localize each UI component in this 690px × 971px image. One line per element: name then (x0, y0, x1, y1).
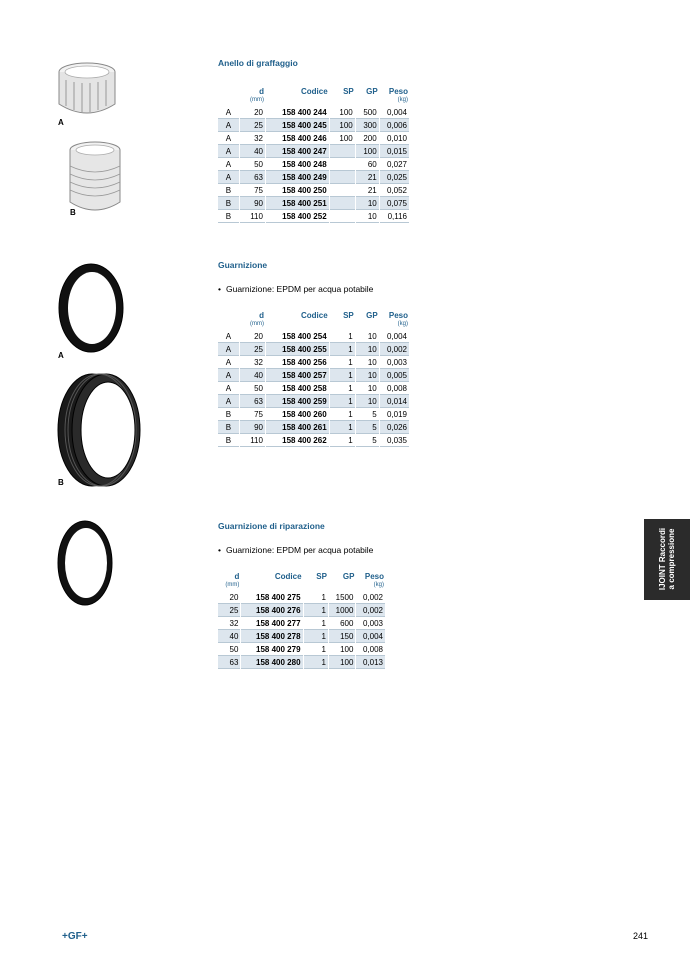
col-header-type (218, 308, 239, 320)
cell-weight: 0,013 (356, 656, 385, 669)
cell-code: 158 400 245 (266, 119, 329, 132)
seal-b-image (54, 370, 144, 490)
cell-sp: 1 (330, 421, 355, 434)
cell-type: A (218, 158, 239, 171)
cell-type: A (218, 343, 239, 356)
cell-sp: 1 (330, 330, 355, 343)
cell-sp: 1 (330, 382, 355, 395)
cell-sp: 100 (330, 106, 355, 119)
cell-gp: 60 (356, 158, 379, 171)
cell-gp: 10 (356, 343, 379, 356)
table-row (218, 197, 409, 210)
table-row (218, 184, 409, 197)
col-header-weight: Peso (364, 572, 384, 581)
cell-code: 158 400 247 (266, 145, 329, 158)
cell-gp: 500 (356, 106, 379, 119)
cell-code: 158 400 251 (266, 197, 329, 210)
cell-gp: 10 (356, 330, 379, 343)
table-row (218, 330, 409, 343)
table-row (218, 630, 385, 643)
cell-sp: 1 (330, 343, 355, 356)
cell-weight: 0,008 (380, 382, 409, 395)
cell-d: 75 (240, 184, 265, 197)
cell-gp: 150 (329, 630, 355, 643)
cell-gp: 600 (329, 617, 355, 630)
cell-gp: 10 (356, 356, 379, 369)
cell-type: A (218, 395, 239, 408)
unit-gp (356, 320, 379, 330)
cell-weight: 0,116 (380, 210, 409, 223)
unit-gp (329, 581, 355, 591)
gf-logo: +GF+ (62, 931, 88, 942)
cell-sp: 1 (330, 356, 355, 369)
table-row (218, 145, 409, 158)
cell-gp: 100 (329, 656, 355, 669)
cell-sp: 100 (330, 119, 355, 132)
cell-type: A (218, 171, 239, 184)
cell-weight: 0,015 (380, 145, 409, 158)
cell-type: B (218, 408, 239, 421)
cell-sp: 1 (330, 408, 355, 421)
cell-gp: 100 (329, 643, 355, 656)
cell-d: 32 (240, 132, 265, 145)
figure-label-b: B (70, 208, 76, 217)
cell-sp: 100 (330, 132, 355, 145)
units-row (218, 96, 409, 106)
unit-type (218, 320, 239, 330)
cell-sp: 1 (304, 591, 328, 604)
cell-code: 158 400 252 (266, 210, 329, 223)
cell-weight: 0,035 (380, 434, 409, 447)
col-header-gp: GP (366, 87, 378, 96)
cell-type: B (218, 421, 239, 434)
cell-weight: 0,026 (380, 421, 409, 434)
cell-weight: 0,027 (380, 158, 409, 171)
bullet-repair-seal-material (218, 545, 373, 555)
cell-gp: 10 (356, 382, 379, 395)
cell-weight: 0,014 (380, 395, 409, 408)
table-header-row (218, 308, 409, 320)
cell-type: B (218, 197, 239, 210)
cell-d: 90 (240, 421, 265, 434)
repair-seal-image (55, 518, 115, 608)
cell-gp: 1000 (329, 604, 355, 617)
col-header-sp: SP (343, 311, 354, 320)
cell-sp (330, 184, 355, 197)
cell-code: 158 400 244 (266, 106, 329, 119)
col-header-type (218, 84, 239, 96)
cell-code: 158 400 256 (266, 356, 329, 369)
cell-sp (330, 197, 355, 210)
chapter-side-tab-text (658, 528, 676, 590)
cell-code: 158 400 250 (266, 184, 329, 197)
cell-d: 25 (240, 343, 265, 356)
unit-code (266, 320, 329, 330)
cell-type: B (218, 184, 239, 197)
section-title-seal: Guarnizione (218, 260, 268, 270)
cell-code: 158 400 249 (266, 171, 329, 184)
cell-code: 158 400 248 (266, 158, 329, 171)
table-row (218, 434, 409, 447)
table-row (218, 356, 409, 369)
chapter-side-tab (644, 519, 690, 600)
cell-code: 158 400 255 (266, 343, 329, 356)
cell-sp (330, 145, 355, 158)
cell-weight: 0,006 (380, 119, 409, 132)
cell-type: A (218, 132, 239, 145)
unit-weight: (kg) (397, 97, 408, 103)
cell-gp: 10 (356, 210, 379, 223)
cell-type: A (218, 382, 239, 395)
cell-weight: 0,004 (380, 330, 409, 343)
clamping-ring-b-image (64, 138, 126, 216)
table-row (218, 656, 385, 669)
cell-weight: 0,010 (380, 132, 409, 145)
cell-d: 50 (218, 643, 240, 656)
cell-code: 158 400 258 (266, 382, 329, 395)
cell-weight: 0,003 (380, 356, 409, 369)
cell-d: 50 (240, 382, 265, 395)
cell-sp (330, 158, 355, 171)
bullet-seal-material (218, 284, 373, 294)
cell-code: 158 400 278 (241, 630, 302, 643)
table-row (218, 369, 409, 382)
section-title-clamping-ring: Anello di graffaggio (218, 58, 298, 68)
unit-sp (330, 96, 355, 106)
cell-gp: 21 (356, 184, 379, 197)
col-header-d: d (259, 311, 264, 320)
table-row (218, 132, 409, 145)
cell-weight: 0,004 (356, 630, 385, 643)
cell-code: 158 400 280 (241, 656, 302, 669)
cell-d: 25 (218, 604, 240, 617)
cell-d: 40 (218, 630, 240, 643)
cell-code: 158 400 254 (266, 330, 329, 343)
cell-gp: 5 (356, 408, 379, 421)
cell-weight: 0,003 (356, 617, 385, 630)
cell-gp: 300 (356, 119, 379, 132)
table-row (218, 421, 409, 434)
cell-sp: 1 (304, 604, 328, 617)
cell-d: 20 (218, 591, 240, 604)
cell-code: 158 400 277 (241, 617, 302, 630)
unit-weight: (kg) (373, 582, 384, 588)
table-row (218, 382, 409, 395)
cell-weight: 0,002 (356, 591, 385, 604)
cell-code: 158 400 262 (266, 434, 329, 447)
col-header-gp: GP (342, 572, 355, 581)
unit-sp (330, 320, 355, 330)
cell-type: A (218, 356, 239, 369)
col-header-weight: Peso (388, 87, 408, 96)
units-row (218, 320, 409, 330)
col-header-d: d (234, 572, 240, 581)
clamping-ring-a-image (52, 58, 122, 120)
cell-code: 158 400 260 (266, 408, 329, 421)
cell-d: 20 (240, 106, 265, 119)
cell-code: 158 400 276 (241, 604, 302, 617)
cell-type: B (218, 210, 239, 223)
unit-d: (mm) (249, 97, 264, 103)
cell-sp: 1 (330, 369, 355, 382)
cell-weight: 0,002 (356, 604, 385, 617)
cell-sp: 1 (304, 630, 328, 643)
clamping-ring-table (217, 84, 410, 223)
cell-weight: 0,052 (380, 184, 409, 197)
cell-weight: 0,005 (380, 369, 409, 382)
unit-d: (mm) (249, 321, 264, 327)
cell-code: 158 400 257 (266, 369, 329, 382)
col-header-code: Codice (274, 572, 302, 581)
bullet-dot: • (218, 545, 221, 555)
cell-d: 63 (218, 656, 240, 669)
cell-code: 158 400 275 (241, 591, 302, 604)
cell-gp: 100 (356, 145, 379, 158)
bullet-text: Guarnizione: EPDM per acqua potabile (225, 284, 374, 294)
table-row (218, 343, 409, 356)
cell-d: 63 (240, 395, 265, 408)
bullet-dot: • (218, 284, 221, 294)
col-header-sp: SP (316, 572, 327, 581)
table-row (218, 643, 385, 656)
bullet-text: Guarnizione: EPDM per acqua potabile (225, 545, 374, 555)
figure-label-b: B (58, 478, 64, 487)
cell-d: 110 (240, 210, 265, 223)
table-header-row (218, 84, 409, 96)
table-row (218, 210, 409, 223)
table-row (218, 617, 385, 630)
col-header-d: d (259, 87, 264, 96)
unit-sp (304, 581, 328, 591)
cell-d: 75 (240, 408, 265, 421)
cell-gp: 1500 (329, 591, 355, 604)
cell-sp: 1 (304, 656, 328, 669)
unit-code (241, 581, 302, 591)
table-row (218, 395, 409, 408)
cell-code: 158 400 279 (241, 643, 302, 656)
cell-sp (330, 171, 355, 184)
cell-weight: 0,002 (380, 343, 409, 356)
col-header-gp: GP (366, 311, 378, 320)
unit-gp (356, 96, 379, 106)
cell-weight: 0,025 (380, 171, 409, 184)
cell-d: 32 (240, 356, 265, 369)
cell-gp: 5 (356, 421, 379, 434)
table-row (218, 604, 385, 617)
cell-d: 40 (240, 369, 265, 382)
cell-gp: 10 (356, 197, 379, 210)
page-number: 241 (633, 931, 649, 941)
repair-seal-table (217, 569, 386, 669)
cell-d: 25 (240, 119, 265, 132)
cell-d: 40 (240, 145, 265, 158)
unit-d: (mm) (225, 582, 240, 588)
cell-weight: 0,004 (380, 106, 409, 119)
cell-sp: 1 (304, 617, 328, 630)
cell-sp (330, 210, 355, 223)
cell-sp: 1 (304, 643, 328, 656)
unit-type (218, 96, 239, 106)
cell-type: B (218, 434, 239, 447)
table-row (218, 119, 409, 132)
table-row (218, 158, 409, 171)
cell-weight: 0,008 (356, 643, 385, 656)
side-tab-line-2: a compressione (667, 528, 676, 590)
unit-weight: (kg) (397, 321, 408, 327)
cell-weight: 0,019 (380, 408, 409, 421)
cell-d: 32 (218, 617, 240, 630)
unit-code (266, 96, 329, 106)
cell-type: A (218, 106, 239, 119)
cell-d: 110 (240, 434, 265, 447)
cell-d: 20 (240, 330, 265, 343)
col-header-code: Codice (300, 311, 328, 320)
cell-gp: 21 (356, 171, 379, 184)
seal-table (217, 308, 410, 447)
col-header-sp: SP (343, 87, 354, 96)
cell-gp: 10 (356, 369, 379, 382)
cell-type: A (218, 145, 239, 158)
cell-type: A (218, 330, 239, 343)
table-row (218, 408, 409, 421)
seal-a-image (55, 260, 127, 356)
cell-sp: 1 (330, 434, 355, 447)
cell-code: 158 400 246 (266, 132, 329, 145)
cell-gp: 200 (356, 132, 379, 145)
table-header-row (218, 569, 385, 581)
col-header-code: Codice (300, 87, 328, 96)
cell-d: 50 (240, 158, 265, 171)
side-tab-line-1: IJOINT Raccordi (658, 527, 667, 591)
cell-d: 90 (240, 197, 265, 210)
table-row (218, 106, 409, 119)
table-row (218, 591, 385, 604)
cell-d: 63 (240, 171, 265, 184)
cell-code: 158 400 259 (266, 395, 329, 408)
cell-code: 158 400 261 (266, 421, 329, 434)
cell-gp: 10 (356, 395, 379, 408)
table-row (218, 171, 409, 184)
cell-type: A (218, 369, 239, 382)
cell-gp: 5 (356, 434, 379, 447)
cell-type: A (218, 119, 239, 132)
section-title-repair-seal: Guarnizione di riparazione (218, 521, 325, 531)
cell-sp: 1 (330, 395, 355, 408)
units-row (218, 581, 385, 591)
figure-label-a: A (58, 351, 64, 360)
col-header-weight: Peso (388, 311, 408, 320)
figure-label-a: A (58, 118, 64, 127)
cell-weight: 0,075 (380, 197, 409, 210)
